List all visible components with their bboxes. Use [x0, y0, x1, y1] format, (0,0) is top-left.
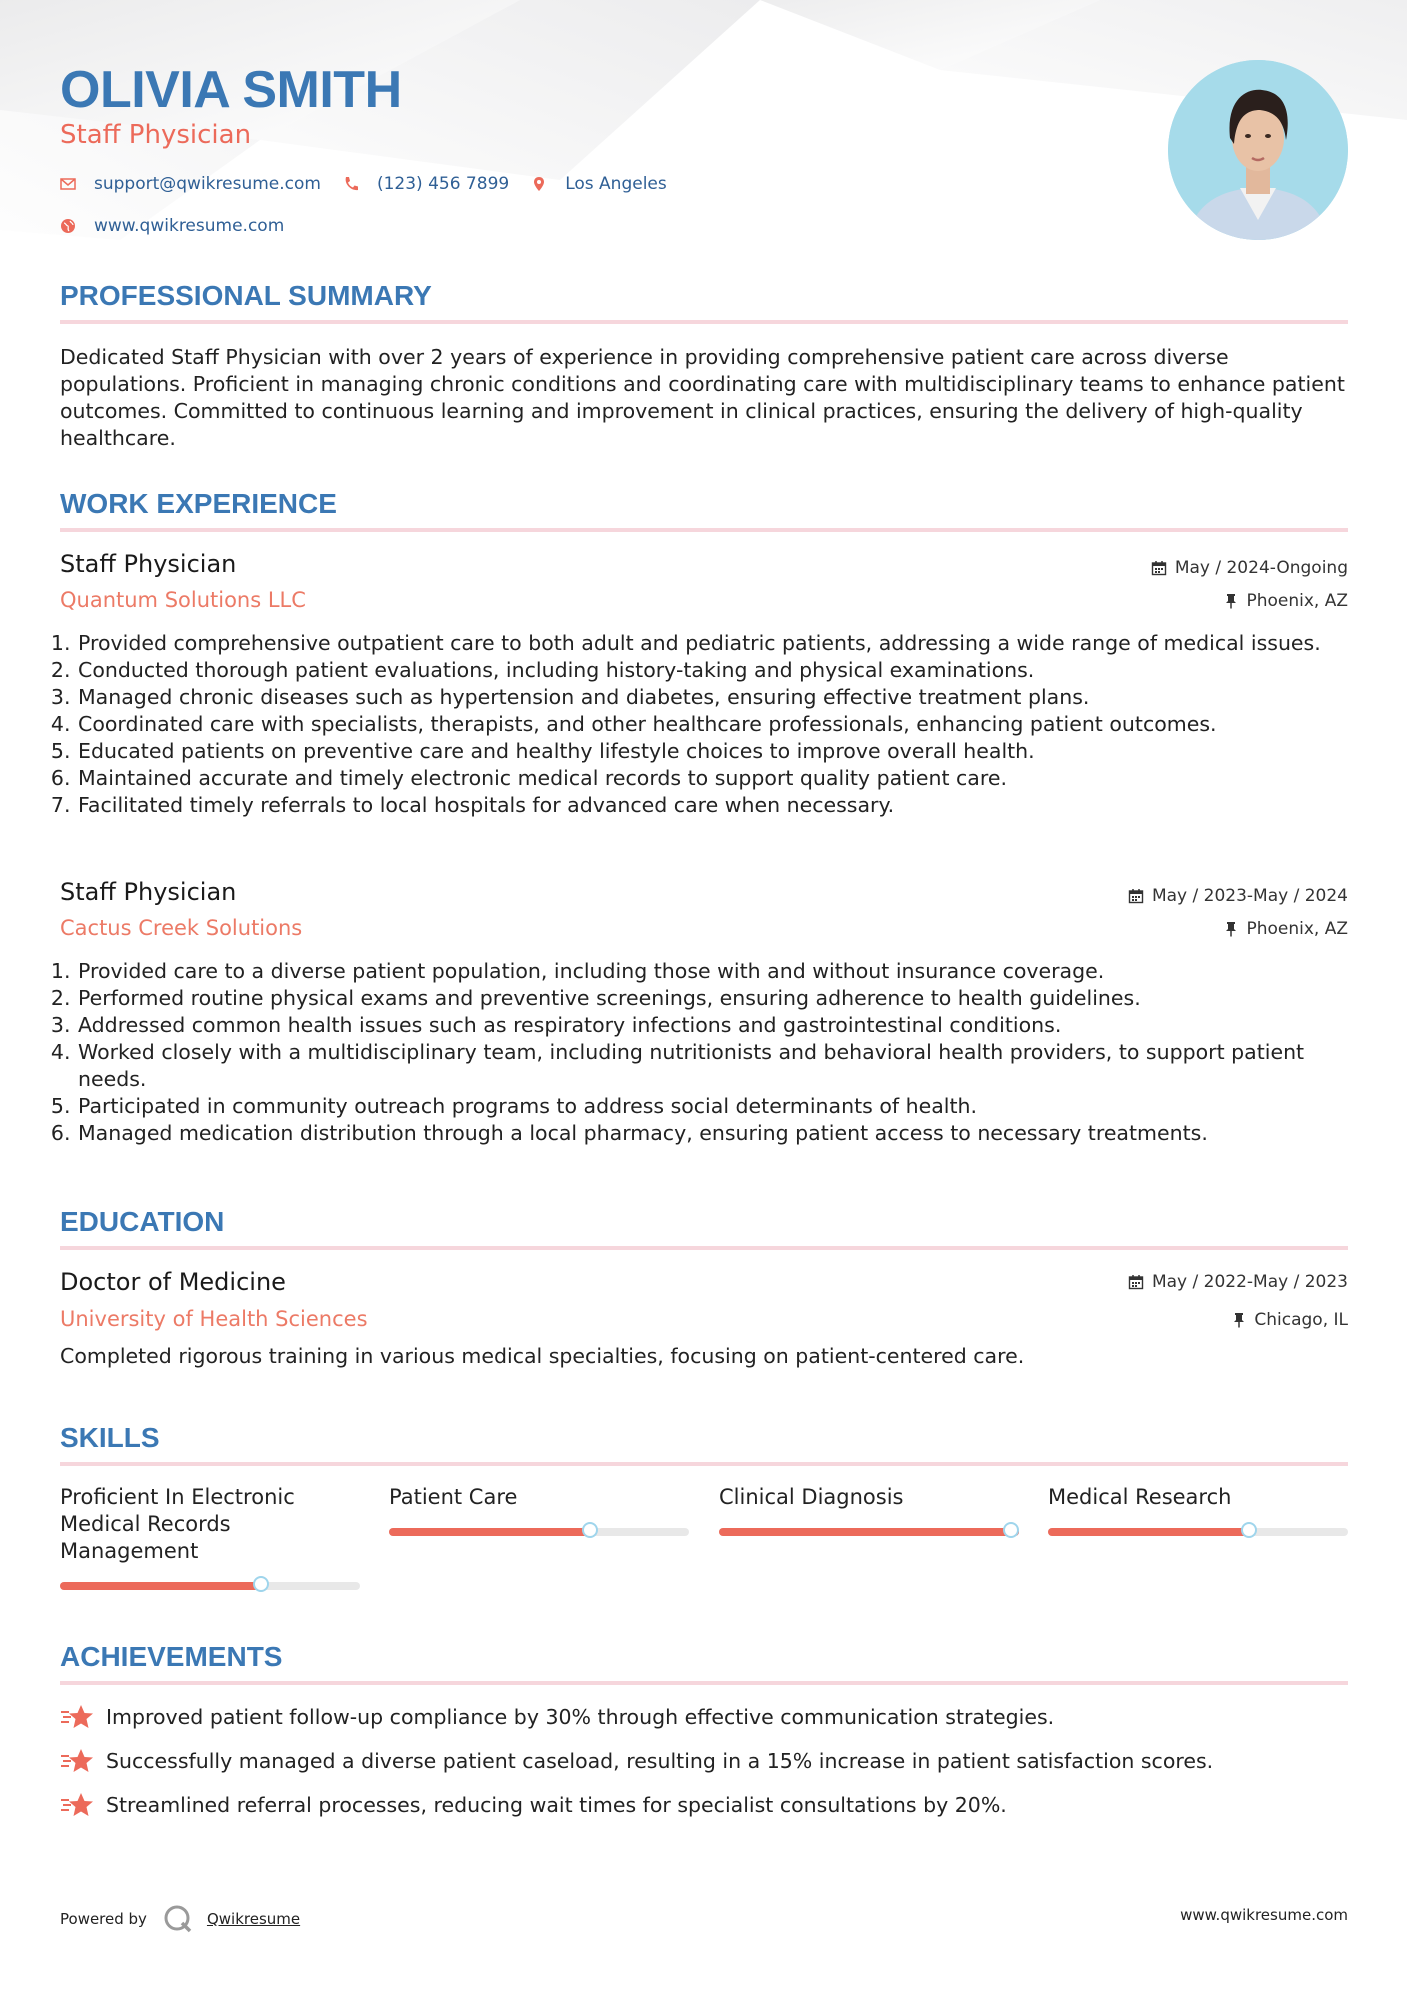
achievement-item [60, 1704, 1054, 1730]
achievements-heading: ACHIEVEMENTS [60, 1641, 283, 1672]
job-dates-text: May / 2024-Ongoing [1174, 558, 1348, 578]
pushpin-icon [1224, 593, 1238, 609]
avatar-illustration [1168, 60, 1348, 240]
job-dates [1128, 886, 1348, 906]
achievement-item [60, 1748, 1213, 1774]
website-text: www.qwikresume.com [94, 216, 285, 236]
skills-divider [60, 1462, 1348, 1466]
skill-level-track [719, 1528, 1019, 1536]
footer-powered-by [60, 1904, 300, 1934]
education-description: Completed rigorous training in various medical specialties, focusing on patient-centered care. [60, 1344, 1025, 1368]
summary-text: Dedicated Staff Physician with over 2 years of experience in providing comprehensive patient care across diverse populations. Proficient in managing chronic conditions and coordinating care with multidisciplinary teams to enhance patient outcomes. Committed to continuous learning and improvement in clinical practices, ensuring the delivery of high-quality healthcare. [60, 345, 1345, 450]
phone-text: (123) 456 7899 [376, 174, 510, 194]
contact-location [531, 174, 667, 194]
list-item: 6. Managed medication distribution through a local pharmacy, ensuring patient access to necessary treatments. [77, 1120, 1348, 1147]
list-item: 3. Addressed common health issues such as respiratory infections and gastrointestinal conditions. [77, 1012, 1348, 1039]
calendar-icon [1128, 1274, 1144, 1290]
contact-row [60, 174, 689, 194]
job-title: Staff Physician [60, 878, 237, 906]
skill-item [719, 1484, 1019, 1511]
school-name: University of Health Sciences [60, 1307, 368, 1331]
experience-heading: WORK EXPERIENCE [60, 488, 337, 519]
list-item: 2. Conducted thorough patient evaluations, including history-taking and physical examinations. [77, 657, 1348, 684]
education-divider [60, 1246, 1348, 1250]
skill-level-fill [719, 1528, 1019, 1536]
candidate-role: Staff Physician [60, 120, 252, 150]
skill-level-knob [1003, 1522, 1019, 1538]
envelope-icon [60, 176, 76, 192]
skill-level-track [389, 1528, 689, 1536]
email-text: support@qwikresume.com [94, 174, 321, 194]
list-item: 6. Maintained accurate and timely electronic medical records to support quality patient care. [77, 765, 1348, 792]
profile-photo [1168, 60, 1348, 240]
star-icon [60, 1748, 94, 1774]
skill-label: Medical Research [1048, 1485, 1232, 1509]
list-item: 5. Educated patients on preventive care and healthy lifestyle choices to improve overall health. [77, 738, 1348, 765]
job-dates-text: May / 2023-May / 2024 [1151, 886, 1348, 906]
achievements-divider [60, 1681, 1348, 1685]
contact-website[interactable] [60, 216, 284, 236]
contact-email[interactable] [60, 174, 321, 194]
summary-heading: PROFESSIONAL SUMMARY [60, 280, 432, 311]
skill-level-fill [60, 1582, 261, 1590]
list-item: 4. Coordinated care with specialists, therapists, and other healthcare professionals, enhancing patient outcomes. [77, 711, 1348, 738]
location-text: Los Angeles [565, 174, 667, 194]
list-item: 4. Worked closely with a multidisciplinary team, including nutritionists and behavioral health providers, to support patient needs. [77, 1039, 1348, 1093]
skill-label: Clinical Diagnosis [719, 1485, 904, 1509]
education-heading: EDUCATION [60, 1206, 225, 1237]
skill-level-knob [582, 1522, 598, 1538]
job-location-text: Phoenix, AZ [1246, 919, 1348, 939]
job-location [1224, 919, 1348, 939]
skill-level-track [60, 1582, 360, 1590]
pushpin-icon [1232, 1312, 1246, 1328]
list-item: 1. Provided comprehensive outpatient care to both adult and pediatric patients, addressing a wide range of medical issues. [77, 630, 1348, 657]
powered-by-label: Powered by [60, 1910, 147, 1928]
list-item: 1. Provided care to a diverse patient population, including those with and without insurance coverage. [77, 958, 1348, 985]
map-pin-icon [531, 176, 547, 192]
achievement-text: Streamlined referral processes, reducing wait times for specialist consultations by 20%. [106, 1793, 1007, 1817]
skill-item [1048, 1484, 1348, 1511]
star-icon [60, 1704, 94, 1730]
contact-phone[interactable] [343, 174, 509, 194]
education-dates-text: May / 2022-May / 2023 [1151, 1272, 1348, 1292]
job-company: Cactus Creek Solutions [60, 916, 303, 940]
job-responsibilities [60, 630, 1348, 819]
skill-level-fill [389, 1528, 590, 1536]
job-company: Quantum Solutions LLC [60, 588, 306, 612]
calendar-icon [1128, 888, 1144, 904]
education-location-text: Chicago, IL [1254, 1310, 1348, 1330]
skill-level-knob [1241, 1522, 1257, 1538]
job-location-text: Phoenix, AZ [1246, 591, 1348, 611]
job-location [1224, 591, 1348, 611]
list-item: 7. Facilitated timely referrals to local hospitals for advanced care when necessary. [77, 792, 1348, 819]
phone-icon [343, 176, 359, 192]
footer-url[interactable]: www.qwikresume.com [1180, 1906, 1348, 1924]
list-item: 3. Managed chronic diseases such as hypertension and diabetes, ensuring effective treatment plans. [77, 684, 1348, 711]
experience-divider [60, 528, 1348, 532]
qwikresume-logo-icon [163, 1904, 193, 1934]
contact-row-website [60, 216, 306, 236]
achievement-text: Improved patient follow-up compliance by 30% through effective communication strategies. [106, 1705, 1055, 1729]
list-item: 5. Participated in community outreach programs to address social determinants of health. [77, 1093, 1348, 1120]
summary-divider [60, 320, 1348, 324]
pushpin-icon [1224, 921, 1238, 937]
skill-item [389, 1484, 689, 1511]
job-dates [1151, 558, 1348, 578]
achievement-item [60, 1792, 1007, 1818]
qwikresume-link[interactable]: Qwikresume [206, 1910, 301, 1928]
candidate-name: OLIVIA SMITH [60, 61, 402, 119]
calendar-icon [1151, 560, 1167, 576]
skills-heading: SKILLS [60, 1422, 160, 1453]
achievement-text: Successfully managed a diverse patient caseload, resulting in a 15% increase in patient satisfaction scores. [106, 1749, 1214, 1773]
job-responsibilities [60, 958, 1348, 1147]
globe-icon [60, 218, 76, 234]
education-location [1232, 1310, 1348, 1330]
skill-level-fill [1048, 1528, 1249, 1536]
degree-title: Doctor of Medicine [60, 1268, 286, 1296]
skill-item [60, 1484, 360, 1565]
star-icon [60, 1792, 94, 1818]
list-item: 2. Performed routine physical exams and preventive screenings, ensuring adherence to health guidelines. [77, 985, 1348, 1012]
education-dates [1128, 1272, 1348, 1292]
job-title: Staff Physician [60, 550, 237, 578]
skill-level-track [1048, 1528, 1348, 1536]
skill-level-knob [253, 1576, 269, 1592]
skill-label: Patient Care [389, 1485, 518, 1509]
skill-label: Proficient In Electronic Medical Records Management [60, 1485, 295, 1563]
